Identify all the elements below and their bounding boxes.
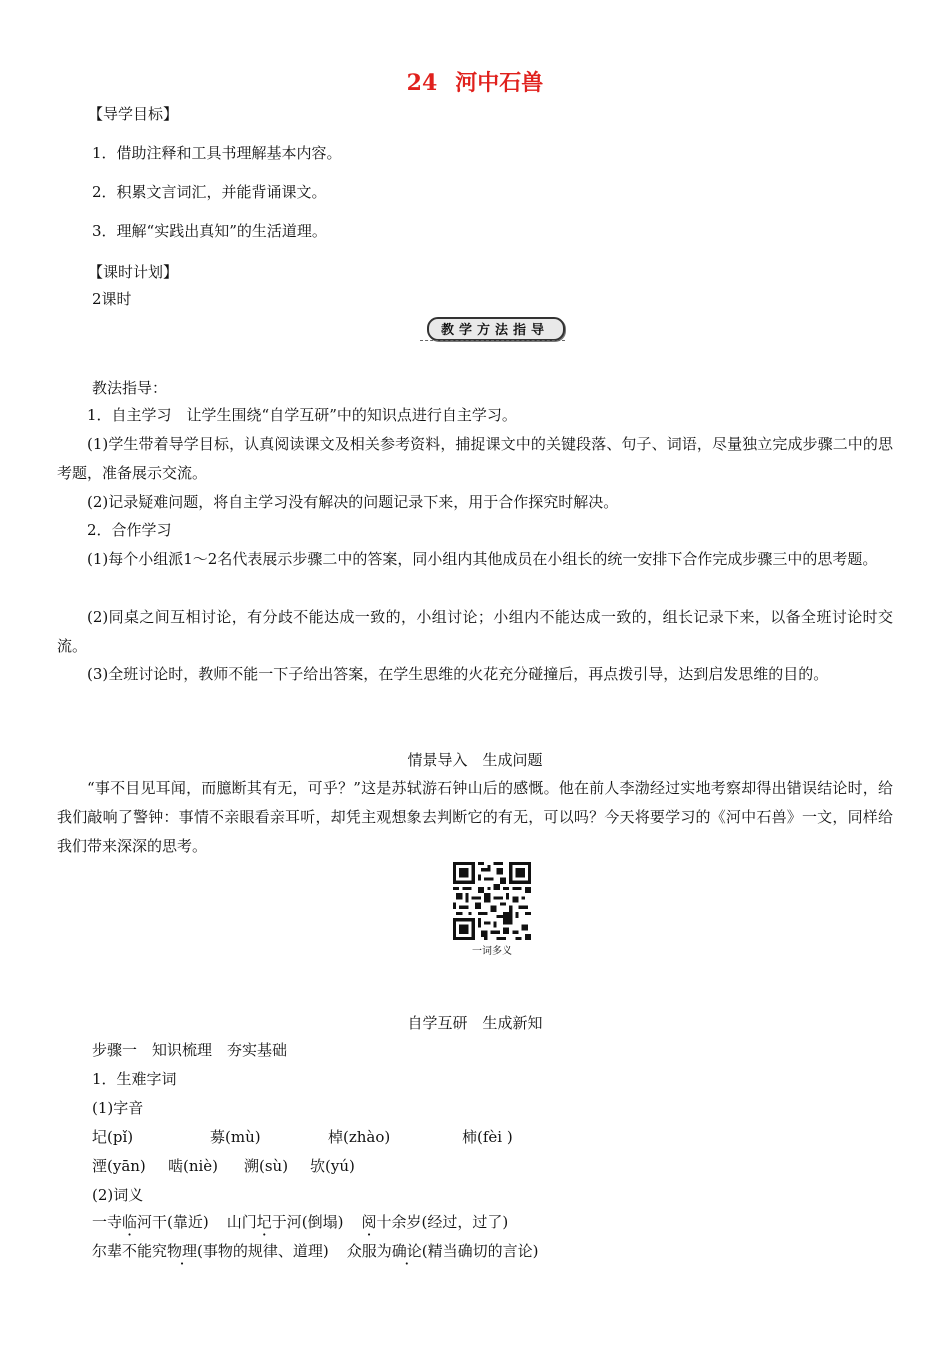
pron-item: 溯(sù) [244, 1157, 289, 1175]
lesson-number: 24 [406, 70, 438, 96]
meaning-text: 尔辈不能究 [92, 1242, 168, 1260]
banner-divider [420, 340, 565, 341]
method-line-3: (2)记录疑难问题，将自主学习没有解决的问题记录下来，用于合作探究时解决。 [87, 493, 619, 511]
meaning-text: 山门 [226, 1213, 257, 1231]
qr-caption: 一词多义 [472, 946, 512, 957]
meaning-line-1 [92, 1212, 508, 1232]
emphasized-word: 确论 [391, 1242, 422, 1260]
plan-heading: 【课时计划】 [88, 263, 179, 281]
method-line-7: (3)全班讨论时，教师不能一下子给出答案，在学生思维的火花充分碰撞后，再点拨引导，达到启发思维的目的。 [87, 665, 829, 683]
vocab-heading: 1．生难字词 [92, 1070, 177, 1088]
pron-item: 欤(yú) [310, 1157, 355, 1175]
meaning-text: 于河(倒塌) [271, 1213, 344, 1231]
lesson-title [0, 66, 950, 97]
lesson-name: 河中石兽 [455, 70, 544, 96]
study-step-1: 步骤一 知识梳理 夯实基础 [92, 1041, 288, 1059]
banner-label: 教学方法指导 [440, 323, 549, 338]
plan-value: 2课时 [92, 290, 132, 308]
study-heading: 自学互研 生成新知 [407, 1014, 543, 1032]
pron-item: 柿(fèi ) [462, 1128, 513, 1146]
emphasized-word: 阅 [361, 1213, 377, 1231]
pron-item: 湮(yān) [92, 1157, 146, 1175]
meaning-text: (事物的规律、道理) [197, 1242, 329, 1260]
emphasized-word: 圮 [256, 1213, 272, 1231]
meaning-heading: (2)词义 [92, 1186, 144, 1204]
pron-item: 棹(zhào) [328, 1128, 391, 1146]
emphasized-word: 临 [122, 1213, 138, 1231]
pron-item: 圮(pǐ) [92, 1128, 134, 1146]
meaning-text: 十余岁(经过，过了) [376, 1213, 509, 1231]
pron-item: 啮(niè) [168, 1157, 219, 1175]
intro-heading: 情景导入 生成问题 [407, 751, 543, 769]
guide-item-1: 1．借助注释和工具书理解基本内容。 [92, 144, 342, 162]
meaning-text: (精当确切的言论) [421, 1242, 539, 1260]
teaching-method-banner [425, 315, 565, 341]
meaning-text: 一寺 [92, 1213, 123, 1231]
method-line-6: (2)同桌之间互相讨论，有分歧不能达成一致的，小组讨论；小组内不能达成一致的，组长记录下来，以备全班讨论时交流。 [57, 608, 893, 655]
qr-code-image[interactable] [453, 862, 531, 940]
method-heading: 教法指导： [92, 379, 168, 397]
guide-item-3: 3．理解“实践出真知”的生活道理。 [92, 222, 327, 240]
meaning-line-2 [92, 1241, 539, 1261]
pronunciation-heading: (1)字音 [92, 1099, 144, 1117]
method-line-5: (1)每个小组派1～2名代表展示步骤二中的答案，同小组内其他成员在小组长的统一安排下合作完成步骤三中的思考题。 [87, 550, 878, 568]
pron-item: 募(mù) [210, 1128, 261, 1146]
meaning-text: 众服为 [346, 1242, 392, 1260]
emphasized-word: 物理 [167, 1242, 198, 1260]
meaning-text: 河干(靠近) [137, 1213, 209, 1231]
intro-text: “事不目见耳闻，而臆断其有无，可乎？”这是苏轼游石钟山后的感慨。他在前人李渤经过实地考察却得出错误结论时，给我们敲响了警钟：事情不亲眼看亲耳听，却凭主观想象去判断它的有无，可以吗？今天将要学习的《河中石兽》一文，同样给我们带来深深的思考。 [57, 779, 893, 855]
guide-heading: 【导学目标】 [88, 105, 179, 123]
guide-item-2: 2．积累文言词汇，并能背诵课文。 [92, 183, 327, 201]
method-line-2: (1)学生带着导学目标，认真阅读课文及相关参考资料，捕捉课文中的关键段落、句子、词语，尽量独立完成步骤二中的思考题，准备展示交流。 [57, 435, 893, 482]
method-line-1: 1．自主学习 让学生围绕“自学互研”中的知识点进行自主学习。 [87, 406, 517, 424]
method-line-4: 2．合作学习 [87, 521, 172, 539]
